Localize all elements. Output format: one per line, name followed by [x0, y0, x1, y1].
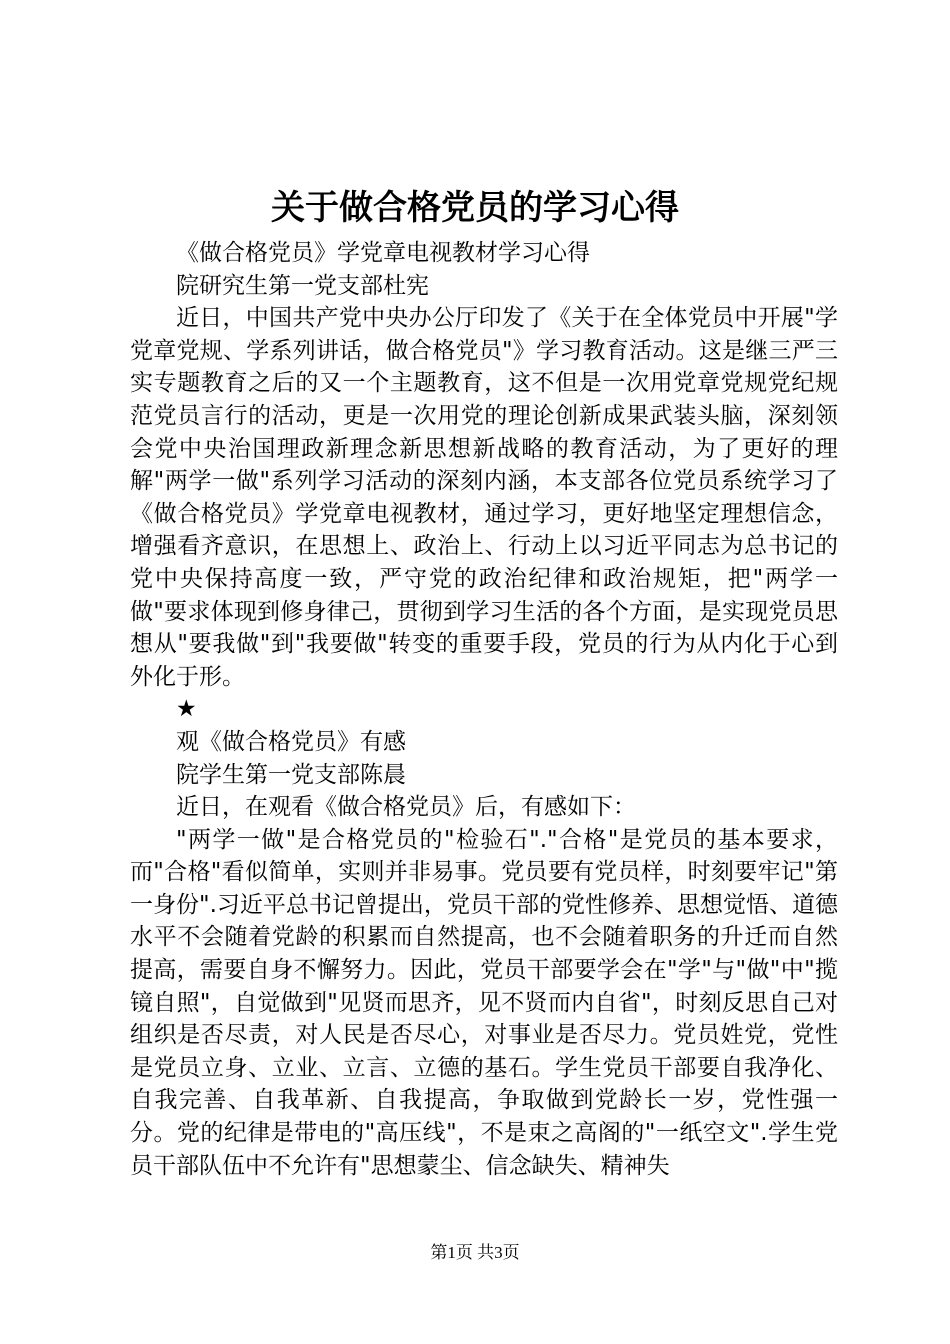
section2-author: 院学生第一党支部陈晨	[176, 761, 406, 788]
section2-intro: 近日，在观看《做合格党员》后，有感如下：	[176, 794, 636, 821]
section1-heading: 《做合格党员》学党章电视教材学习心得	[176, 240, 590, 266]
section2-paragraph: "两学一做"是合格党员的"检验石"."合格"是党员的基本要求，而"合格"看似简单，实则并非易事。党员要有党员样，时刻要牢记"第一身份".习近平总书记曾提出，党员干部的党性修养、思想觉悟、道德水平不会随着党龄的积累而自然提高，也不会随着职务的升迁而自然提高，需要自身不懈努力。因此，党员干部要学会在"学"与"做"中"揽镜自照"，自觉做到"见贤而思齐，见不贤而内自省"，时刻反思自己对组织是否尽责，对人民是否尽心，对事业是否尽力。党员姓党，党性是党员立身、立业、立言、立德的基石。学生党员干部要自我净化、自我完善、自我革新、自我提高，争取做到党龄长一岁，党性强一分。党的纪律是带电的"高压线"，不是束之高阁的"一纸空文".学生党员干部队伍中不允许有"思想蒙尘、信念缺失、精神失	[130, 826, 838, 1179]
section1-author: 院研究生第一党支部杜宪	[176, 272, 429, 299]
document-title: 关于做合格党员的学习心得	[271, 188, 679, 228]
page-number-footer: 第1页 共3页	[430, 1243, 520, 1262]
section2-heading: 观《做合格党员》有感	[176, 728, 406, 755]
star-separator: ★	[176, 696, 197, 723]
document-body	[130, 237, 838, 1182]
section1-paragraph: 近日，中国共产党中央办公厅印发了《关于在全体党员中开展"学党章党规、学系列讲话，做合格党员"》学习教育活动。这是继三严三实专题教育之后的又一个主题教育，这不但是一次用党章党规党纪规范党员言行的活动，更是一次用党的理论创新成果武装头脑，深刻领会党中央治国理政新理念新思想新战略的教育活动，为了更好的理解"两学一做"系列学习活动的深刻内涵，本支部各位党员系统学习了《做合格党员》学党章电视教材，通过学习，更好地坚定理想信念，增强看齐意识，在思想上、政治上、行动上以习近平同志为总书记的党中央保持高度一致，严守党的政治纪律和政治规矩，把"两学一做"要求体现到修身律己，贯彻到学习生活的各个方面，是实现党员思想从"要我做"到"我要做"转变的重要手段，党员的行为从内化于心到外化于形。	[130, 305, 838, 690]
